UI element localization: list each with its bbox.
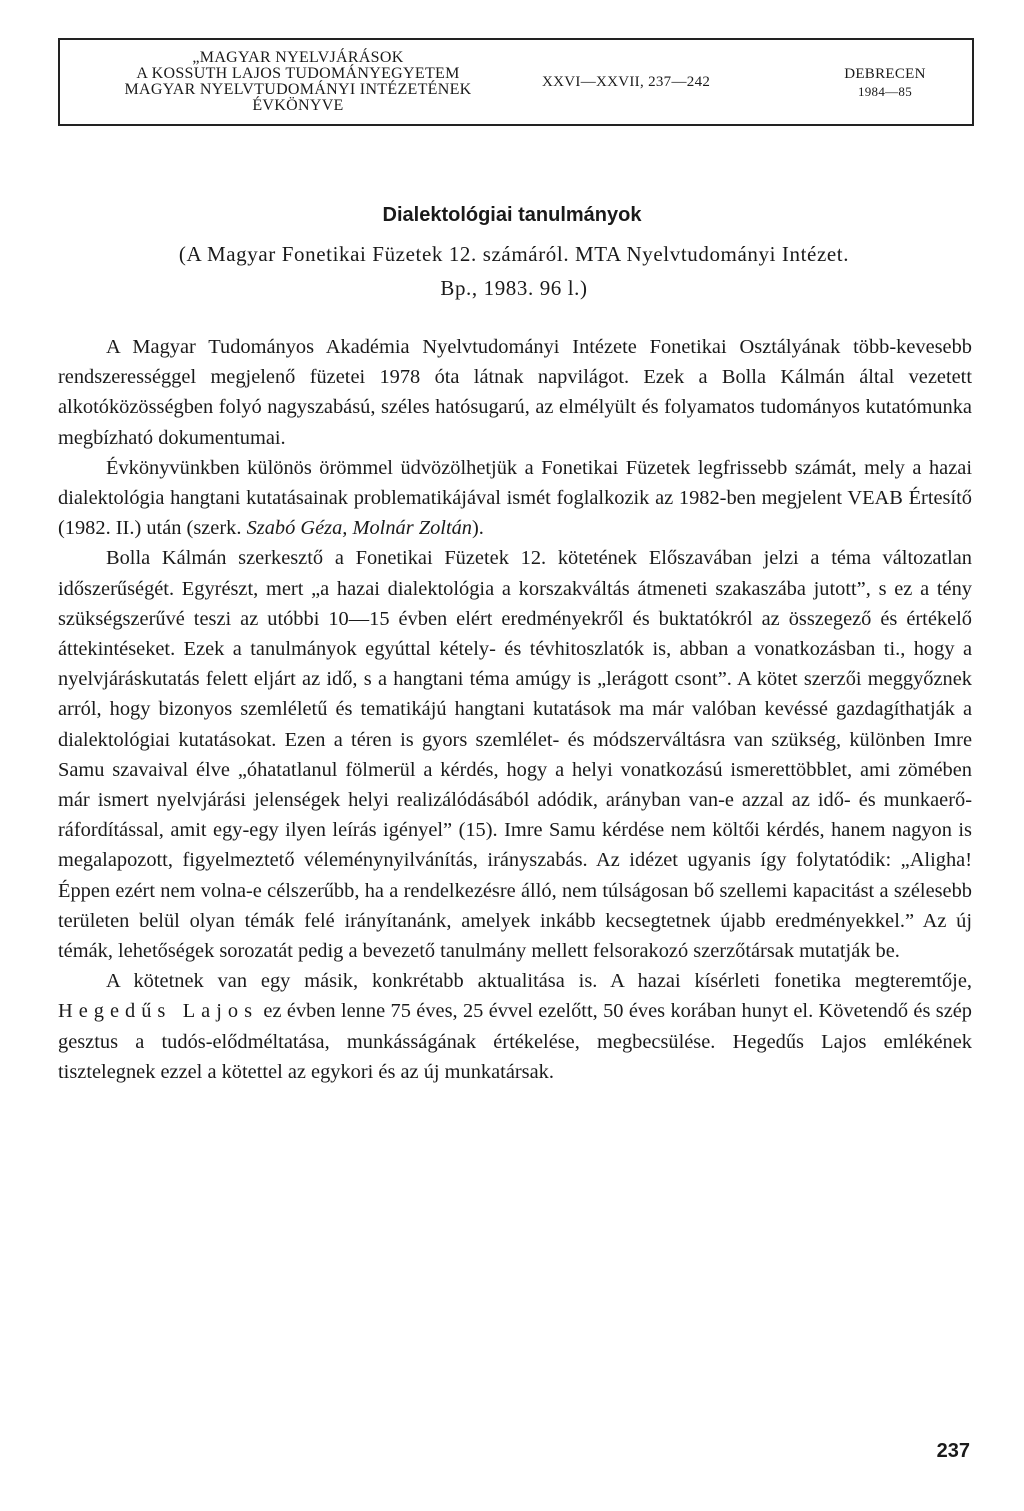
review-subtitle	[58, 237, 970, 305]
subtitle-line-1: (A Magyar Fonetikai Füzetek 12. számáról. MTA Nyelvtudományi Intézet.	[178, 242, 850, 266]
journal-header	[58, 38, 974, 126]
volume-pages: XXVI—XXVII, 237—242	[542, 74, 711, 90]
paragraph-1: A Magyar Tudományos Akadémia Nyelvtudományi Intézete Fonetikai Osztályának több-kevesebb rendszerességgel megjelenő füzetei 1978 óta látnak napvilágot. Ezek a Bolla Kálmán által vezetett alkotóközösségben folyó nagyszabású, széles hatósugarú, az elmélyült és folyamatos tudományos kutatómunka megbízható dokumentumai.	[58, 336, 972, 449]
paragraph-3: Bolla Kálmán szerkesztő a Fonetikai Füzetek 12. kötetének Előszavában jelzi a téma változatlan időszerűségét. Egyrészt, mert „a hazai dialektológia a korszakváltás átmeneti szakaszába jutott”, s ez a tény szükségszerűvé teszi az utóbbi 10—15 évben elért eredményekről és buktatókról az összegező és értékelő áttekintéseket. Ezek a tanulmányok egyúttal kétely- és tévhitoszlatók is, abban a vonatkozásban ti., hogy a nyelvjáráskutatás felett eljárt az idő, s a hangtani téma amúgy is „lerágott csont”. A kötet szerzői meggyőznek arról, hogy bizonyos szemléletű és tematikájú hangtani kutatások ma már valóban kevéssé gazdagíthatják a dialektológiai kutatásokat. Ezen a téren is gyors szemlélet- és módszerváltásra van szükség, különben Imre Samu szavaival élve „óhatatlanul fölmerül a kérdés, hogy a helyi vonatkozású ismerettöbblet, ami zömében már ismert nyelvjárási jelenségek helyi realizálódásából adódik, arányban van-e azzal az idő- és munkaerő-ráfordítással, amit egy-egy ilyen leírás igényel” (15). Imre Samu kérdése nem költői kérdés, hanem nagyon is megalapozott, figyelmeztető véleménynyilvánítás, irányszabás. Az idézet ugyanis így folytatódik: „Aligha! Éppen ezért nem volna-e célszerűbb, ha a rendelkezésre álló, nem túlságosan bő szellemi kapacitást a szélesebb területen belül olyan témák felé irányítanánk, amelyek inkább kecsegtetnek újabb eredményekkel.” Az új témák, lehetőségek sorozatát pedig a bevezető tanulmány mellett felsorakozó szerzőtársak mutatják be.	[58, 547, 972, 963]
paragraph-2-end: ).	[472, 517, 484, 540]
journal-name	[88, 50, 508, 114]
paragraph-4-end: ez évben lenne 75 éves, 25 évvel ezelőtt, 50 éves korában hunyt el. Követendő és szép gesztus a tudós-elődméltatása, munkásságának értékelése, megbecsülése. Hegedűs Lajos emlékének tisztelegnek ezzel a kötettel az egykori és az új munkatársak.	[58, 1000, 972, 1083]
journal-line-2: A KOSSUTH LAJOS TUDOMÁNYEGYETEM	[136, 65, 460, 82]
subtitle-line-2: Bp., 1983. 96 l.)	[440, 276, 588, 300]
review-body	[58, 332, 972, 1087]
paragraph-4-start: A kötetnek van egy másik, konkrétabb aktualitása is. A hazai kísérleti fonetika megteremtője,	[106, 970, 972, 993]
journal-line-4: ÉVKÖNYVE	[252, 97, 344, 114]
city: DEBRECEN	[844, 66, 926, 82]
journal-line-1: „MAGYAR NYELVJÁRÁSOK	[192, 49, 404, 66]
page-number: 237	[936, 1440, 970, 1462]
paragraph-2-text: Évkönyvünkben különös örömmel üdvözölhetjük a Fonetikai Füzetek legfrissebb számát, mely a hazai dialektológia hangtani kutatásainak problematikájával ismét foglalkozik az 1982-ben megjelent VEAB Értesítő (1982. II.) után (szerk.	[58, 456, 972, 540]
years: 1984—85	[857, 84, 913, 99]
publication-place	[830, 66, 940, 100]
journal-line-3: MAGYAR NYELVTUDOMÁNYI INTÉZETÉNEK	[124, 81, 472, 98]
editors-names: Szabó Géza, Molnár Zoltán	[246, 517, 473, 540]
honoree-name: Hegedűs Lajos	[58, 1000, 259, 1023]
paragraph-2	[58, 453, 972, 544]
paragraph-4	[58, 966, 972, 1087]
review-title: Dialektológiai tanulmányok	[382, 204, 642, 226]
